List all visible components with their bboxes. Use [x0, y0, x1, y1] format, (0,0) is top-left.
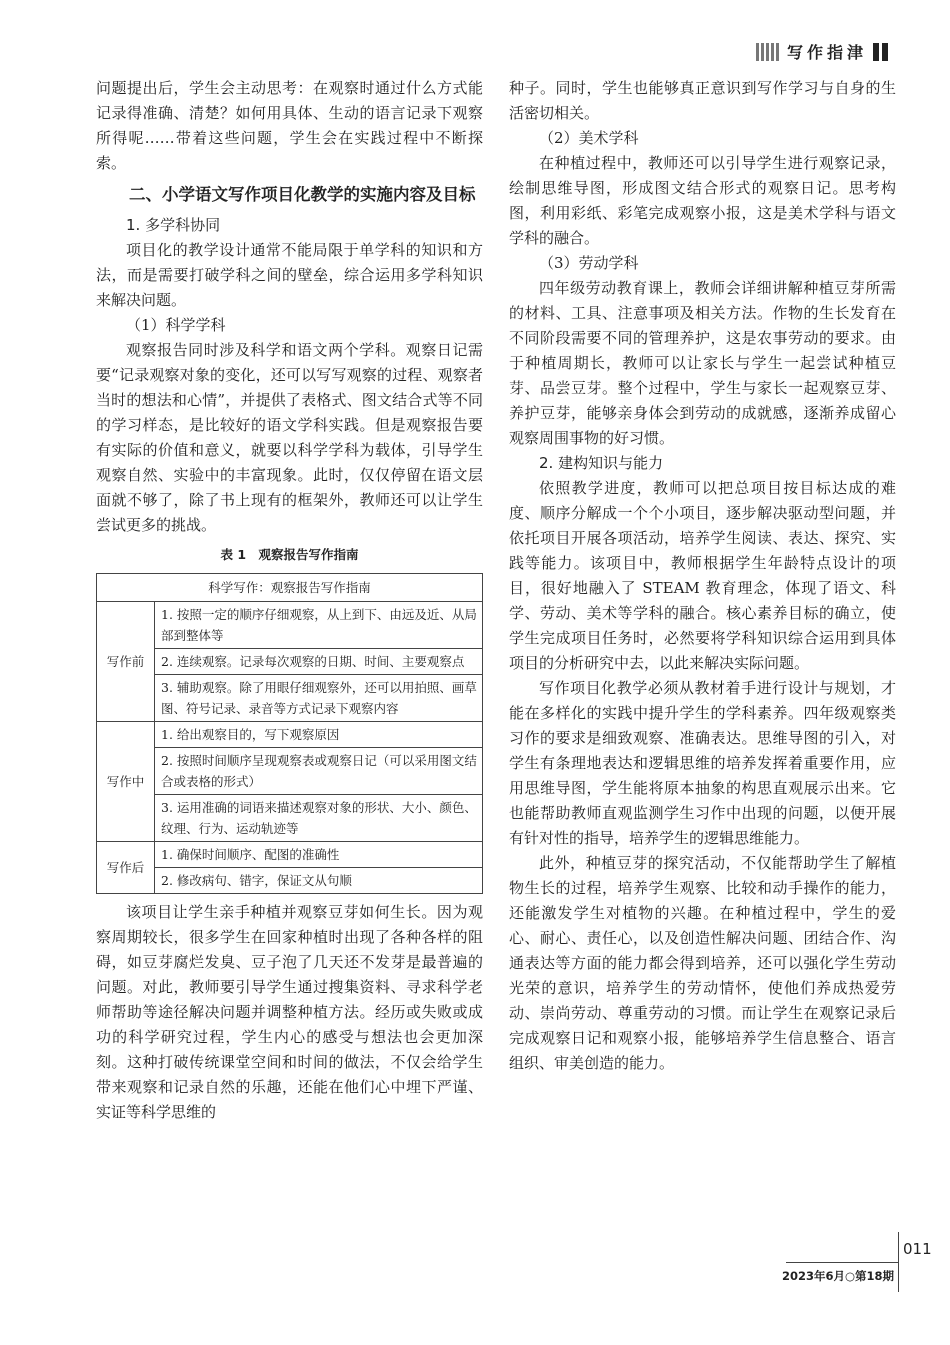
left-column — [96, 76, 483, 1125]
section-heading: 二、小学语文写作项目化教学的实施内容及目标 — [129, 185, 476, 204]
paragraph: 该项目让学生亲手种植并观察豆芽如何生长。因为观察周期较长，很多学生在回家种植时出现了各种各样的阻碍，如豆芽腐烂发臭、豆子泡了几天还不发芽是最普遍的问题。对此，教师要引导学生通过搜集资料、寻求科学老师帮助等途径解决问题并调整种植方法。经历或失败或成功的科学研究过程，学生内心的感受与想法也会更加深刻。这种打破传统课堂空间和时间的做法，不仅会给学生带来观察和记录自然的乐趣，还能在他们心中埋下严谨、实证等科学思维的 — [96, 903, 483, 1121]
table-item-cell: 1. 按照一定的顺序仔细观察，从上到下、由远及近、从局部到整体等 — [155, 602, 483, 649]
table-header-cell: 科学写作：观察报告写作指南 — [97, 574, 483, 602]
paragraph: 写作项目化教学必须从教材着手进行设计与规划，才能在多样化的实践中提升学生的学科素养。四年级观察类习作的要求是细致观察、准确表达。思维导图的引入，对学生有条理地表达和逻辑思维的培养发挥着重要作用，应用思维导图，学生能将原本抽象的构思直观展示出来。它也能帮助教师直观监测学生习作中出现的问题，以便开展有针对性的指导，培养学生的逻辑思维能力。 — [509, 679, 896, 847]
paragraph: 观察报告同时涉及科学和语文两个学科。观察日记需要“记录观察对象的变化，还可以写写观察的过程、观察者当时的想法和心情”，并提供了表格式、图文结合式等不同的学习样态，是比较好的语文学科实践。但是观察报告要有实际的价值和意义，就要以科学学科为载体，引导学生观察自然、实验中的丰富现象。此时，仅仅停留在语文层面就不够了，除了书上现有的框架外，教师还可以让学生尝试更多的挑战。 — [96, 341, 483, 534]
page-number: 011 — [903, 1240, 932, 1258]
stage-cell-during: 写作中 — [97, 722, 155, 842]
table-item-cell: 2. 连续观察。记录每次观察的日期、时间、主要观察点 — [155, 649, 483, 675]
table-item-cell: 3. 运用准确的词语来描述观察对象的形状、大小、颜色、纹理、行为、运动轨迹等 — [155, 795, 483, 842]
sub-heading: （3）劳动学科 — [539, 254, 639, 272]
table-item-cell: 2. 修改病句、错字，保证文从句顺 — [155, 868, 483, 894]
running-header — [756, 40, 888, 63]
stage-cell-before: 写作前 — [97, 602, 155, 722]
paragraph: 项目化的教学设计通常不能局限于单学科的知识和方法，而是需要打破学科之间的壁垒，综合运用多学科知识来解决问题。 — [96, 241, 483, 309]
paragraph: 问题提出后，学生会主动思考：在观察时通过什么方式能记录得准确、清楚？如何用具体、生动的语言记录下观察所得呢……带着这些问题，学生会在实践过程中不断探索。 — [96, 79, 483, 172]
issue-label: 2023年6月○第18期 — [781, 1269, 894, 1283]
subsection-heading: 2. 建构知识与能力 — [539, 454, 664, 472]
stage-cell-after: 写作后 — [97, 842, 155, 894]
footer-vertical-rule — [898, 1232, 899, 1292]
paragraph: 种子。同时，学生也能够真正意识到写作学习与自身的生活密切相关。 — [509, 79, 896, 122]
table-caption: 表 1 观察报告写作指南 — [220, 547, 359, 562]
subsection-heading: 1. 多学科协同 — [126, 216, 221, 234]
sub-heading: （1）科学学科 — [126, 316, 226, 334]
header-bars-decoration — [873, 43, 888, 61]
table-item-cell: 2. 按照时间顺序呈现观察表或观察日记（可以采用图文结合或表格的形式） — [155, 748, 483, 795]
writing-guide-table — [96, 573, 483, 894]
sub-heading: （2）美术学科 — [539, 129, 639, 147]
paragraph: 此外，种植豆芽的探究活动，不仅能帮助学生了解植物生长的过程，培养学生观察、比较和动手操作的能力，还能激发学生对植物的兴趣。在种植过程中，学生的爱心、耐心、责任心，以及创造性解决问题、团结合作、沟通表达等方面的能力都会得到培养，还可以强化学生劳动光荣的意识，培养学生的劳动情怀，使他们养成热爱劳动、崇尚劳动、尊重劳动的习惯。而让学生在观察记录后完成观察日记和观察小报，能够培养学生信息整合、语言组织、审美创造的能力。 — [509, 854, 896, 1072]
paragraph: 在种植过程中，教师还可以引导学生进行观察记录，绘制思维导图，形成图文结合形式的观察日记。思考构图，利用彩纸、彩笔完成观察小报，这是美术学科与语文学科的融合。 — [509, 154, 896, 247]
table-item-cell: 3. 辅助观察。除了用眼仔细观察外，还可以用拍照、画草图、符号记录、录音等方式记录下观察内容 — [155, 675, 483, 722]
footer-horizontal-rule — [786, 1262, 898, 1263]
paragraph: 四年级劳动教育课上，教师会详细讲解种植豆芽所需的材料、工具、注意事项及相关方法。作物的生长发育在不同阶段需要不同的管理养护，这是农事劳动的要求。由于种植周期长，教师可以让家长与学生一起尝试种植豆芽、品尝豆芽。整个过程中，学生与家长一起观察豆芽、养护豆芽，能够亲身体会到劳动的成就感，逐渐养成留心观察周围事物的好习惯。 — [509, 279, 896, 447]
header-stripes-decoration — [756, 43, 779, 61]
right-column — [509, 76, 896, 1076]
table-item-cell: 1. 给出观察目的，写下观察原因 — [155, 722, 483, 748]
table-item-cell: 1. 确保时间顺序、配图的准确性 — [155, 842, 483, 868]
section-title: 写作指津 — [786, 43, 867, 62]
paragraph: 依照教学进度，教师可以把总项目按目标达成的难度、顺序分解成一个个小项目，逐步解决驱动型问题，并依托项目开展各项活动，培养学生阅读、表达、探究、实践等能力。该项目中，教师根据学生年龄特点设计的项目，很好地融入了 STEAM 教育理念，体现了语文、科学、劳动、美术等学科的融合。核心素养目标的确立，使学生完成项目任务时，必然要将学科知识综合运用到具体项目的分析研究中去，以此来解决实际问题。 — [509, 479, 896, 672]
